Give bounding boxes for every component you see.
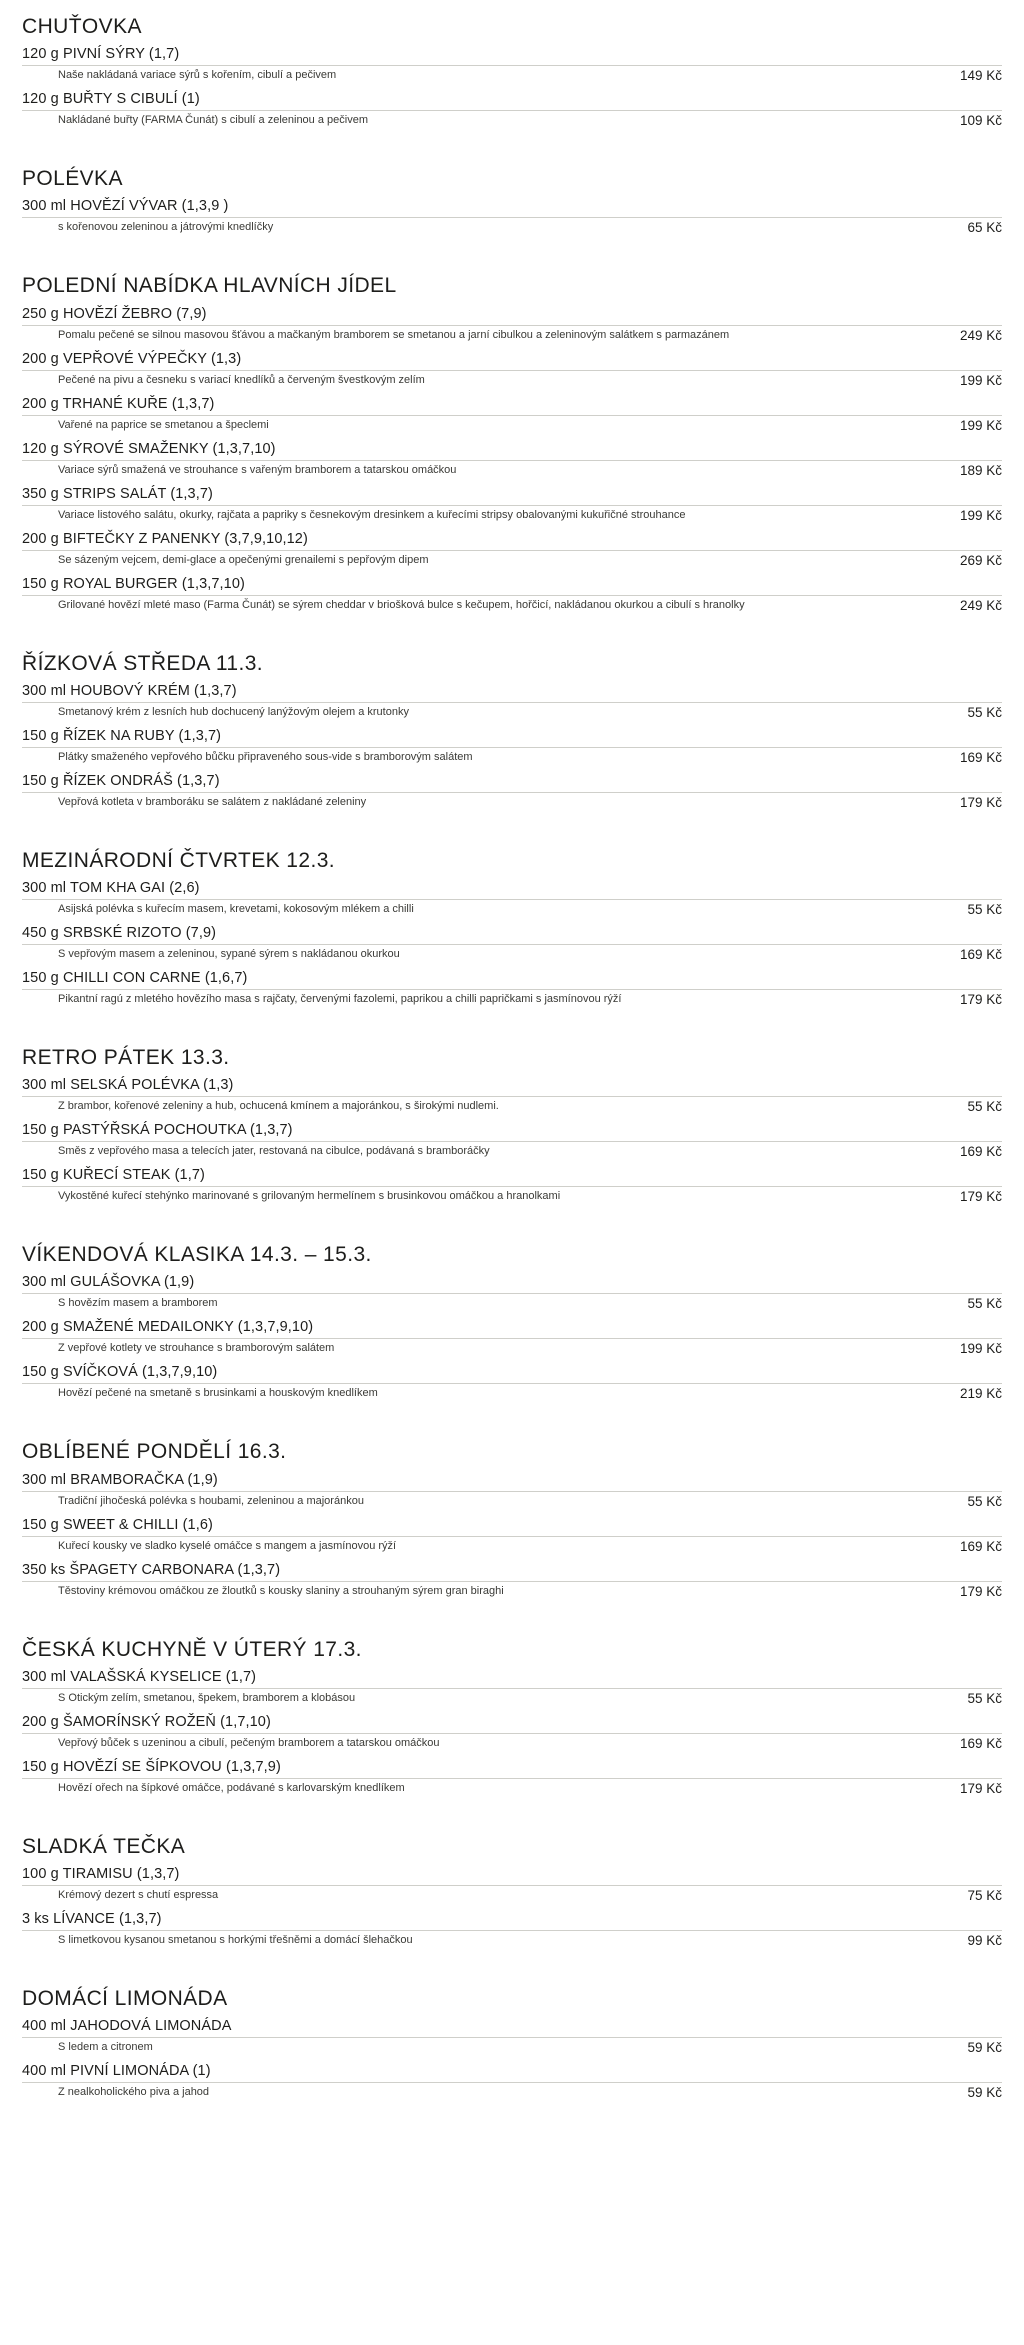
menu-item-detail-row bbox=[22, 947, 1002, 970]
menu-item-description: Vařené na paprice se smetanou a špeclemi bbox=[58, 418, 269, 431]
menu-item-heading bbox=[22, 1472, 1002, 1492]
menu-item-price: 99 Kč bbox=[967, 1932, 1002, 1948]
menu-item-heading bbox=[22, 1364, 1002, 1384]
menu-item-name bbox=[22, 1562, 280, 1578]
menu-item-heading bbox=[22, 1319, 1002, 1339]
menu-item-title: TRHANÉ KUŘE (1,3,7) bbox=[62, 395, 215, 412]
menu-item-description: S ledem a citronem bbox=[58, 2041, 153, 2054]
menu-item-name bbox=[22, 1274, 194, 1290]
menu-item-name bbox=[22, 576, 245, 592]
menu-item bbox=[22, 1517, 1002, 1562]
menu-item-price: 55 Kč bbox=[967, 1296, 1002, 1312]
menu-item-amount: 120 g bbox=[22, 91, 59, 108]
menu-item bbox=[22, 531, 1002, 576]
section-title: POLÉVKA bbox=[22, 167, 123, 191]
menu-item-price: 179 Kč bbox=[959, 1780, 1002, 1796]
menu-item-heading bbox=[22, 531, 1002, 551]
menu-item-name bbox=[22, 1319, 313, 1335]
menu-item-description: Nakládané buřty (FARMA Čunát) s cibulí a zeleninou a pečivem bbox=[58, 114, 368, 127]
menu-item-detail-row bbox=[22, 1494, 1002, 1517]
menu-item-price: 199 Kč bbox=[959, 372, 1002, 388]
menu-item-heading bbox=[22, 1167, 1002, 1187]
menu-item-name bbox=[22, 91, 200, 107]
menu-section bbox=[22, 1439, 1002, 1606]
menu-item-amount: 200 g bbox=[22, 395, 59, 412]
menu-item-amount: 3 ks bbox=[22, 1910, 49, 1927]
menu-item-title: CHILLI CON CARNE (1,6,7) bbox=[62, 969, 248, 986]
menu-item-heading bbox=[22, 198, 1002, 218]
menu-item bbox=[22, 1562, 1002, 1607]
menu-item-description: Směs z vepřového masa a telecích jater, restovaná na cibulce, podávaná s bramboráčky bbox=[58, 1145, 490, 1158]
menu-item bbox=[22, 1274, 1002, 1319]
menu-item-title: ŘÍZEK ONDRÁŠ (1,3,7) bbox=[62, 772, 220, 789]
menu-item-name bbox=[22, 925, 216, 941]
section-title: OBLÍBENÉ PONDĚLÍ 16.3. bbox=[22, 1440, 287, 1464]
menu-item-price: 169 Kč bbox=[959, 1735, 1002, 1751]
menu-item-amount: 150 g bbox=[22, 727, 59, 744]
menu-item-name bbox=[22, 1167, 205, 1183]
menu-item-detail-row bbox=[22, 508, 1002, 531]
menu-section bbox=[22, 273, 1002, 620]
menu-item-detail-row bbox=[22, 750, 1002, 773]
menu-item-description: Variace listového salátu, okurky, rajčata a papriky s česnekovým dresinkem a kuřecími stripsy obalovanými kukuřičné strouhance bbox=[58, 508, 686, 521]
menu-item-description: Z brambor, kořenové zeleniny a hub, ochucená kmínem a majoránkou, s širokými nudlemi. bbox=[58, 1100, 499, 1113]
menu-item-amount: 400 ml bbox=[22, 2063, 67, 2080]
section-title: CHUŤOVKA bbox=[22, 15, 142, 38]
menu-item-title: HOVĚZÍ VÝVAR (1,3,9 ) bbox=[70, 198, 229, 215]
menu-section bbox=[22, 1986, 1002, 2108]
menu-item bbox=[22, 773, 1002, 818]
menu-item-description: Vepřová kotleta v bramboráku se salátem z nakládané zeleniny bbox=[58, 795, 367, 808]
menu-item-price: 59 Kč bbox=[967, 2085, 1002, 2101]
menu-item-description: S vepřovým masem a zeleninou, sypané sýrem s nakládanou okurkou bbox=[58, 947, 400, 960]
menu-item-heading bbox=[22, 1759, 1002, 1779]
menu-item-title: ŘÍZEK NA RUBY (1,3,7) bbox=[62, 727, 222, 744]
menu-item-description: S limetkovou kysanou smetanou s horkými třešněmi a domácí šlehačkou bbox=[58, 1933, 413, 1946]
section-title: ŘÍZKOVÁ STŘEDA 11.3. bbox=[22, 651, 264, 675]
menu-item-amount: 150 g bbox=[22, 1122, 59, 1139]
menu-item-heading bbox=[22, 773, 1002, 793]
menu-item-price: 199 Kč bbox=[959, 507, 1002, 523]
menu-item-name bbox=[22, 1472, 218, 1488]
menu-item-description: Těstoviny krémovou omáčkou ze žloutků s kousky slaniny a strouhaným sýrem gran biraghi bbox=[58, 1584, 504, 1597]
menu-item-price: 179 Kč bbox=[959, 1189, 1002, 1205]
menu-item-price: 269 Kč bbox=[959, 552, 1002, 568]
menu-item-price: 55 Kč bbox=[967, 1493, 1002, 1509]
menu-item-detail-row bbox=[22, 1888, 1002, 1911]
menu-item-detail-row bbox=[22, 902, 1002, 925]
menu-item-detail-row bbox=[22, 1296, 1002, 1319]
section-title: VÍKENDOVÁ KLASIKA 14.3. – 15.3. bbox=[22, 1243, 372, 1267]
menu-item-amount: 300 ml bbox=[22, 682, 67, 699]
menu-item-detail-row bbox=[22, 1144, 1002, 1167]
menu-item-price: 169 Kč bbox=[959, 1538, 1002, 1554]
menu-item-title: HOVĚZÍ ŽEBRO (7,9) bbox=[62, 305, 207, 322]
menu-item-name bbox=[22, 198, 228, 214]
menu-item-detail-row bbox=[22, 1386, 1002, 1409]
section-title: DOMÁCÍ LIMONÁDA bbox=[22, 1986, 228, 2010]
menu-item-description: Hovězí pečené na smetaně s brusinkami a houskovým knedlíkem bbox=[58, 1387, 378, 1400]
menu-item-title: HOVĚZÍ SE ŠÍPKOVOU (1,3,7,9) bbox=[62, 1758, 281, 1775]
menu-item-name bbox=[22, 351, 241, 367]
menu-item bbox=[22, 351, 1002, 396]
menu-item-heading bbox=[22, 486, 1002, 506]
menu-item-amount: 300 ml bbox=[22, 198, 67, 215]
menu-item-detail-row bbox=[22, 68, 1002, 91]
menu-item-amount: 350 ks bbox=[22, 1561, 66, 1578]
menu-item-heading bbox=[22, 441, 1002, 461]
menu-item-title: PIVNÍ LIMONÁDA (1) bbox=[70, 2063, 211, 2080]
menu-item-detail-row bbox=[22, 2085, 1002, 2108]
menu-item-price: 55 Kč bbox=[967, 901, 1002, 917]
menu-item-detail-row bbox=[22, 1584, 1002, 1607]
menu-item bbox=[22, 1364, 1002, 1409]
menu-item-detail-row bbox=[22, 1736, 1002, 1759]
menu-item bbox=[22, 198, 1002, 243]
menu-item-amount: 300 ml bbox=[22, 1274, 67, 1291]
menu-section bbox=[22, 1242, 1002, 1409]
menu-item-title: ROYAL BURGER (1,3,7,10) bbox=[62, 575, 245, 592]
menu-item-name bbox=[22, 2063, 211, 2079]
menu-item-name bbox=[22, 396, 214, 412]
menu-item bbox=[22, 46, 1002, 91]
menu-item-description: Variace sýrů smažená ve strouhance s vařeným bramborem a tatarskou omáčkou bbox=[58, 463, 457, 476]
menu-item-amount: 200 g bbox=[22, 350, 59, 367]
menu-item-heading bbox=[22, 46, 1002, 66]
menu-item-amount: 200 g bbox=[22, 530, 59, 547]
menu-item-description: Smetanový krém z lesních hub dochucený lanýžovým olejem a krutonky bbox=[58, 705, 409, 718]
menu-item-title: SWEET & CHILLI (1,6) bbox=[62, 1516, 213, 1533]
menu-item-title: TIRAMISU (1,3,7) bbox=[62, 1865, 180, 1882]
menu-item-amount: 150 g bbox=[22, 1364, 59, 1381]
menu-item-name bbox=[22, 1077, 233, 1093]
menu-item-detail-row bbox=[22, 2040, 1002, 2063]
menu-item-name bbox=[22, 880, 200, 896]
menu-item-name bbox=[22, 46, 179, 62]
menu-item-heading bbox=[22, 1866, 1002, 1886]
menu-item-amount: 300 ml bbox=[22, 1077, 67, 1094]
menu-item-title: PASTÝŘSKÁ POCHOUTKA (1,3,7) bbox=[62, 1122, 293, 1139]
section-title: ČESKÁ KUCHYNĚ V ÚTERÝ 17.3. bbox=[22, 1637, 362, 1661]
menu-item-title: PIVNÍ SÝRY (1,7) bbox=[62, 46, 180, 63]
menu-item bbox=[22, 1714, 1002, 1759]
menu-item-price: 199 Kč bbox=[959, 1341, 1002, 1357]
menu-item-price: 249 Kč bbox=[959, 597, 1002, 613]
menu-item-amount: 300 ml bbox=[22, 1471, 67, 1488]
menu-item-detail-row bbox=[22, 373, 1002, 396]
menu-item-detail-row bbox=[22, 113, 1002, 136]
menu-section bbox=[22, 651, 1002, 818]
menu-item-name bbox=[22, 683, 237, 699]
menu-item bbox=[22, 1122, 1002, 1167]
menu-item-detail-row bbox=[22, 1099, 1002, 1122]
menu-item-name bbox=[22, 486, 213, 502]
menu-item-amount: 300 ml bbox=[22, 1668, 67, 1685]
menu-item-heading bbox=[22, 970, 1002, 990]
menu-item bbox=[22, 306, 1002, 351]
menu-item-amount: 450 g bbox=[22, 924, 59, 941]
menu-item-title: LÍVANCE (1,3,7) bbox=[53, 1910, 162, 1927]
menu-item-title: SRBSKÉ RIZOTO (7,9) bbox=[62, 924, 217, 941]
menu-item-amount: 120 g bbox=[22, 46, 59, 63]
menu-item-description: Hovězí ořech na šípkové omáčce, podávané s karlovarským knedlíkem bbox=[58, 1781, 405, 1794]
menu-item bbox=[22, 1472, 1002, 1517]
menu-item-name bbox=[22, 970, 247, 986]
menu-item-amount: 200 g bbox=[22, 1319, 59, 1336]
menu-item-heading bbox=[22, 1517, 1002, 1537]
menu-item-name bbox=[22, 306, 207, 322]
menu-section bbox=[22, 1834, 1002, 1956]
menu-item-heading bbox=[22, 1714, 1002, 1734]
menu-item-name bbox=[22, 728, 221, 744]
menu-item bbox=[22, 683, 1002, 728]
menu-section bbox=[22, 848, 1002, 1015]
menu-item-amount: 250 g bbox=[22, 305, 59, 322]
menu-item-heading bbox=[22, 306, 1002, 326]
menu-item-price: 65 Kč bbox=[967, 220, 1002, 236]
menu-item bbox=[22, 1167, 1002, 1212]
menu-item-description: Pečené na pivu a česneku s variací knedlíků a červeným švestkovým zelím bbox=[58, 373, 425, 386]
menu-item bbox=[22, 396, 1002, 441]
menu-item-title: VALAŠSKÁ KYSELICE (1,7) bbox=[70, 1668, 257, 1685]
menu-item-amount: 150 g bbox=[22, 1167, 59, 1184]
section-title: MEZINÁRODNÍ ČTVRTEK 12.3. bbox=[22, 848, 336, 872]
menu-item-amount: 150 g bbox=[22, 969, 59, 986]
menu-item-title: TOM KHA GAI (2,6) bbox=[70, 879, 200, 896]
menu-item-detail-row bbox=[22, 1781, 1002, 1804]
menu-item-name bbox=[22, 773, 220, 789]
menu-item-price: 179 Kč bbox=[959, 1583, 1002, 1599]
menu-item-detail-row bbox=[22, 598, 1002, 621]
menu-item-heading bbox=[22, 576, 1002, 596]
menu-item-description: Asijská polévka s kuřecím masem, krevetami, kokosovým mlékem a chilli bbox=[58, 902, 414, 915]
menu-section bbox=[22, 1045, 1002, 1212]
menu-item bbox=[22, 1669, 1002, 1714]
menu-item bbox=[22, 880, 1002, 925]
menu-item-price: 169 Kč bbox=[959, 1144, 1002, 1160]
menu-item-description: Se sázeným vejcem, demi-glace a opečenými grenailemi s pepřovým dipem bbox=[58, 553, 429, 566]
menu-item-title: SVÍČKOVÁ (1,3,7,9,10) bbox=[62, 1364, 218, 1381]
menu-item-description: Pikantní ragú z mletého hovězího masa s rajčaty, červenými fazolemi, paprikou a chilli papričkami s jasmínovou rýží bbox=[58, 992, 622, 1005]
menu-item-heading bbox=[22, 396, 1002, 416]
menu-item-heading bbox=[22, 2063, 1002, 2083]
menu-item-heading bbox=[22, 683, 1002, 703]
menu-item-heading bbox=[22, 1669, 1002, 1689]
menu-item bbox=[22, 441, 1002, 486]
menu-item-title: BUŘTY S CIBULÍ (1) bbox=[62, 91, 200, 108]
menu-item-description: S Otickým zelím, smetanou, špekem, bramborem a klobásou bbox=[58, 1691, 356, 1704]
menu-item-title: JAHODOVÁ LIMONÁDA bbox=[70, 2018, 232, 2035]
menu-item-heading bbox=[22, 925, 1002, 945]
menu-item-description: Vepřový bůček s uzeninou a cibulí, pečeným bramborem a tatarskou omáčkou bbox=[58, 1736, 440, 1749]
menu-item-amount: 400 ml bbox=[22, 2018, 67, 2035]
menu-item-description: Tradiční jihočeská polévka s houbami, zeleninou a majoránkou bbox=[58, 1494, 364, 1507]
menu-item-description: Vykostěné kuřecí stehýnko marinované s grilovaným hermelínem s brusinkovou omáčkou a hranolkami bbox=[58, 1190, 561, 1203]
menu-item-name bbox=[22, 441, 276, 457]
menu-item-heading bbox=[22, 1274, 1002, 1294]
menu-item-detail-row bbox=[22, 1189, 1002, 1212]
menu-item-price: 179 Kč bbox=[959, 991, 1002, 1007]
menu-item bbox=[22, 576, 1002, 621]
menu-item-detail-row bbox=[22, 705, 1002, 728]
menu-item-detail-row bbox=[22, 1691, 1002, 1714]
menu-item-name bbox=[22, 1364, 217, 1380]
menu-item-heading bbox=[22, 1077, 1002, 1097]
menu-item-title: VEPŘOVÉ VÝPEČKY (1,3) bbox=[62, 350, 242, 367]
menu-item-price: 189 Kč bbox=[959, 462, 1002, 478]
menu-item-heading bbox=[22, 1911, 1002, 1931]
menu-item-amount: 150 g bbox=[22, 575, 59, 592]
menu-item-heading bbox=[22, 91, 1002, 111]
menu-item-title: SÝROVÉ SMAŽENKY (1,3,7,10) bbox=[62, 440, 276, 457]
menu-item-detail-row bbox=[22, 1539, 1002, 1562]
menu-item-title: HOUBOVÝ KRÉM (1,3,7) bbox=[70, 682, 237, 699]
menu-item-price: 55 Kč bbox=[967, 704, 1002, 720]
menu-item-title: ŠPAGETY CARBONARA (1,3,7) bbox=[69, 1561, 281, 1578]
menu-item-name bbox=[22, 1517, 213, 1533]
menu-item-price: 249 Kč bbox=[959, 327, 1002, 343]
menu-item-description: Grilované hovězí mleté maso (Farma Čunát) se sýrem cheddar v briošková bulce s kečupem, hořčicí, nakládanou okurkou a cibulí s hranolky bbox=[58, 598, 745, 611]
menu-item-heading bbox=[22, 1122, 1002, 1142]
menu-item-detail-row bbox=[22, 992, 1002, 1015]
menu-item-price: 219 Kč bbox=[959, 1386, 1002, 1402]
menu-item-title: KUŘECÍ STEAK (1,7) bbox=[62, 1167, 205, 1184]
menu-item-amount: 350 g bbox=[22, 485, 59, 502]
menu-item-title: GULÁŠOVKA (1,9) bbox=[70, 1274, 195, 1291]
menu-item-price: 55 Kč bbox=[967, 1690, 1002, 1706]
menu-item-heading bbox=[22, 2018, 1002, 2038]
menu-item bbox=[22, 2063, 1002, 2108]
menu-item-title: SELSKÁ POLÉVKA (1,3) bbox=[70, 1077, 234, 1094]
menu-item-name bbox=[22, 1759, 281, 1775]
menu-item-amount: 120 g bbox=[22, 440, 59, 457]
menu-item bbox=[22, 91, 1002, 136]
menu-item-heading bbox=[22, 728, 1002, 748]
menu-item-detail-row bbox=[22, 795, 1002, 818]
section-title: SLADKÁ TEČKA bbox=[22, 1834, 186, 1858]
menu-item-description: Kuřecí kousky ve sladko kyselé omáčce s mangem a jasmínovou rýží bbox=[58, 1539, 397, 1552]
menu-item-title: ŠAMORÍNSKÝ ROŽEŇ (1,7,10) bbox=[62, 1713, 271, 1730]
menu-item-heading bbox=[22, 351, 1002, 371]
menu-item-detail-row bbox=[22, 328, 1002, 351]
menu-item-price: 169 Kč bbox=[959, 946, 1002, 962]
menu-item bbox=[22, 970, 1002, 1015]
menu-section bbox=[22, 1637, 1002, 1804]
menu-item-name bbox=[22, 1714, 271, 1730]
menu-item-detail-row bbox=[22, 418, 1002, 441]
menu-item-detail-row bbox=[22, 1341, 1002, 1364]
menu-item bbox=[22, 1911, 1002, 1956]
menu-item-price: 59 Kč bbox=[967, 2040, 1002, 2056]
menu-item-amount: 300 ml bbox=[22, 879, 67, 896]
menu-item-amount: 150 g bbox=[22, 1516, 59, 1533]
menu-item-price: 169 Kč bbox=[959, 749, 1002, 765]
menu-item-name bbox=[22, 1669, 256, 1685]
menu-item-amount: 100 g bbox=[22, 1865, 59, 1882]
menu-item bbox=[22, 1077, 1002, 1122]
menu-item-description: Z vepřové kotlety ve strouhance s bramborovým salátem bbox=[58, 1342, 335, 1355]
menu-item-description: Plátky smaženého vepřového bůčku připraveného sous-vide s bramborovým salátem bbox=[58, 750, 473, 763]
menu-item-description: Pomalu pečené se silnou masovou šťávou a mačkaným bramborem se smetanou a jarní cibulkou a zeleninovým salátkem s parmazánem bbox=[58, 328, 730, 341]
menu-item bbox=[22, 728, 1002, 773]
menu-item-heading bbox=[22, 880, 1002, 900]
menu-item bbox=[22, 1866, 1002, 1911]
menu-item bbox=[22, 486, 1002, 531]
menu-item-detail-row bbox=[22, 220, 1002, 243]
menu-item-description: s kořenovou zeleninou a játrovými knedlíčky bbox=[58, 221, 274, 234]
menu-item-price: 75 Kč bbox=[967, 1887, 1002, 1903]
menu-item-description: S hovězím masem a bramborem bbox=[58, 1297, 218, 1310]
menu-section bbox=[22, 166, 1002, 243]
menu-item bbox=[22, 1759, 1002, 1804]
menu-item-description: Z nealkoholického piva a jahod bbox=[58, 2086, 210, 2099]
menu-item-description: Krémový dezert s chutí espressa bbox=[58, 1888, 219, 1901]
menu-item-description: Naše nakládaná variace sýrů s kořením, cibulí a pečivem bbox=[58, 69, 337, 82]
menu-item bbox=[22, 925, 1002, 970]
menu-item-price: 199 Kč bbox=[959, 417, 1002, 433]
menu-item-price: 179 Kč bbox=[959, 794, 1002, 810]
menu-item-amount: 150 g bbox=[22, 1758, 59, 1775]
menu-item-detail-row bbox=[22, 463, 1002, 486]
menu-item-price: 109 Kč bbox=[959, 113, 1002, 129]
menu-item-heading bbox=[22, 1562, 1002, 1582]
menu-item-detail-row bbox=[22, 1933, 1002, 1956]
section-title: RETRO PÁTEK 13.3. bbox=[22, 1045, 230, 1069]
menu-item-name bbox=[22, 1866, 180, 1882]
menu-item-title: SMAŽENÉ MEDAILONKY (1,3,7,9,10) bbox=[62, 1319, 314, 1336]
menu-item-name bbox=[22, 1122, 293, 1138]
menu-item-amount: 150 g bbox=[22, 772, 59, 789]
menu-item-amount: 200 g bbox=[22, 1713, 59, 1730]
menu-item-price: 55 Kč bbox=[967, 1099, 1002, 1115]
menu-item-price: 149 Kč bbox=[959, 68, 1002, 84]
menu-item bbox=[22, 2018, 1002, 2063]
menu-item-title: BIFTEČKY Z PANENKY (3,7,9,10,12) bbox=[62, 530, 308, 547]
menu-section bbox=[22, 14, 1002, 136]
section-title: POLEDNÍ NABÍDKA HLAVNÍCH JÍDEL bbox=[22, 274, 397, 298]
menu-item-name bbox=[22, 531, 308, 547]
menu-item-title: STRIPS SALÁT (1,3,7) bbox=[62, 485, 213, 502]
menu-item bbox=[22, 1319, 1002, 1364]
menu-item-name bbox=[22, 2018, 232, 2034]
menu-item-title: BRAMBORAČKA (1,9) bbox=[70, 1471, 218, 1488]
menu-item-detail-row bbox=[22, 553, 1002, 576]
menu-sections bbox=[22, 14, 1002, 2108]
menu-item-name bbox=[22, 1911, 162, 1927]
